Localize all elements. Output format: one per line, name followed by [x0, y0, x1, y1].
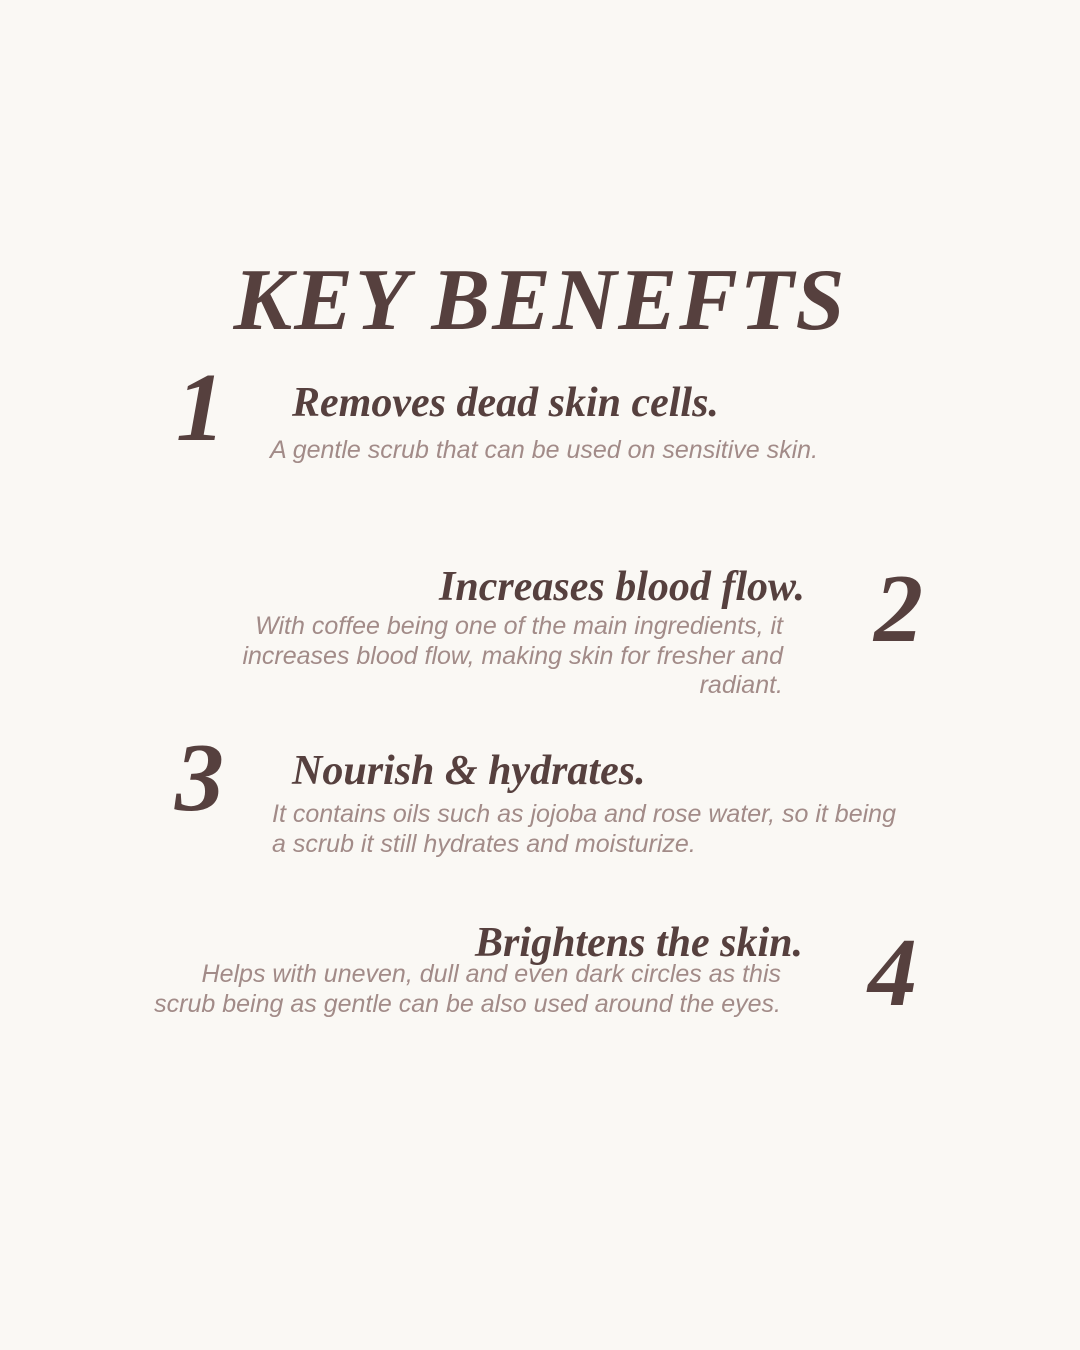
benefit-1-description: A gentle scrub that can be used on sensitive skin.: [270, 436, 819, 464]
benefit-4-number: 4: [868, 919, 917, 1027]
benefit-2-number: 2: [874, 555, 923, 663]
benefit-4-heading: Brightens the skin.: [475, 920, 803, 966]
benefit-2-description: With coffee being one of the main ingredients, it increases blood flow, making skin for fresher and radiant.: [242, 612, 783, 699]
benefit-3-heading: Nourish & hydrates.: [292, 748, 646, 794]
benefit-1-number: 1: [176, 354, 225, 462]
benefit-3-number: 3: [175, 724, 224, 832]
benefit-3-description: It contains oils such as jojoba and rose water, so it being a scrub it still hydrates and moisturize.: [272, 800, 896, 858]
benefit-2-heading: Increases blood flow.: [439, 564, 805, 610]
benefit-4-description: Helps with uneven, dull and even dark circles as this scrub being as gentle can be also used around the eyes.: [154, 960, 781, 1018]
benefit-1-heading: Removes dead skin cells.: [292, 380, 719, 426]
page-title: KEY BENEFTS: [233, 251, 847, 349]
